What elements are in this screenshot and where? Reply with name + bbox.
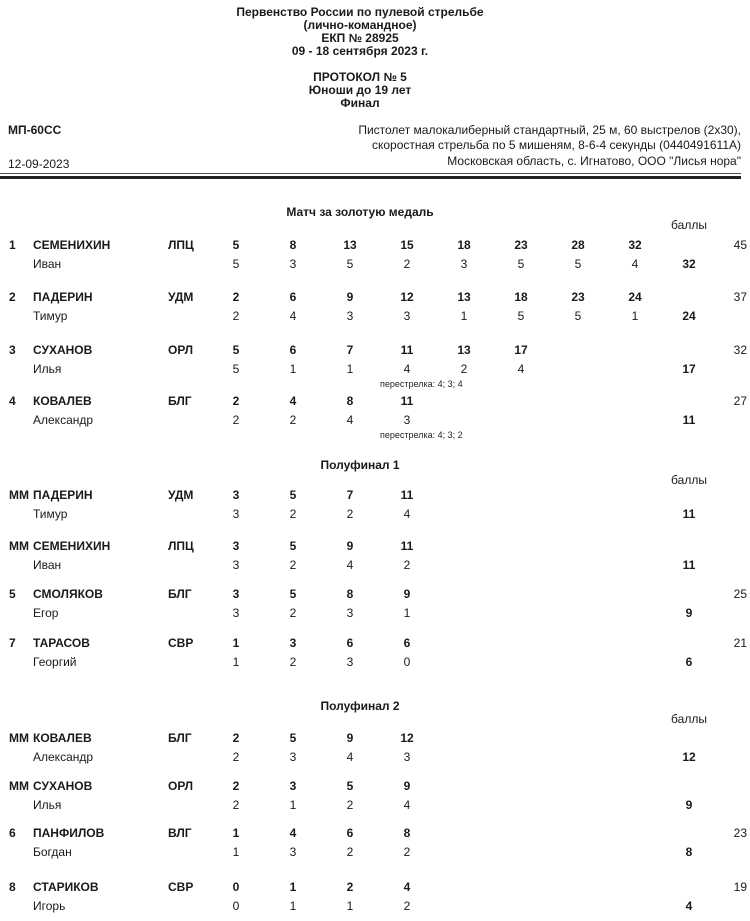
points-column-label: баллы <box>671 712 707 726</box>
cumulative-score-cell: 17 <box>514 343 528 357</box>
athlete-firstname: Илья <box>33 362 62 376</box>
athlete-surname: ТАРАСОВ <box>33 636 90 650</box>
shootoff-note: перестрелка: 4; 3; 2 <box>380 430 463 440</box>
cumulative-score-cell: 1 <box>289 880 297 894</box>
athlete-firstname: Иван <box>33 558 62 572</box>
cumulative-score-cell: 4 <box>289 394 297 408</box>
region-code: БЛГ <box>168 731 192 745</box>
cumulative-score-cell: 5 <box>289 488 297 502</box>
athlete-surname: СУХАНОВ <box>33 343 93 357</box>
qualification-score: 25 <box>733 587 747 601</box>
shot-score-cell: 5 <box>517 309 525 323</box>
shot-score-cell: 1 <box>289 798 297 812</box>
shot-score-cell: 5 <box>574 309 582 323</box>
total-points: 24 <box>682 309 696 323</box>
total-points: 11 <box>682 558 696 572</box>
shot-score-cell: 1 <box>346 362 354 376</box>
total-points: 12 <box>682 750 696 764</box>
shot-score-cell: 4 <box>346 413 354 427</box>
shot-score-cell: 4 <box>631 257 639 271</box>
cumulative-score-cell: 2 <box>232 731 240 745</box>
shot-score-cell: 2 <box>403 845 411 859</box>
cumulative-score-cell: 8 <box>346 587 354 601</box>
stage-label: Финал <box>340 96 380 110</box>
shot-score-cell: 3 <box>232 507 240 521</box>
qualification-score: 19 <box>733 880 747 894</box>
place-number: ММ <box>9 488 29 502</box>
qualification-score: 21 <box>733 636 747 650</box>
cumulative-score-cell: 13 <box>457 290 471 304</box>
athlete-surname: СУХАНОВ <box>33 779 93 793</box>
total-points: 4 <box>685 899 693 913</box>
shot-score-cell: 2 <box>346 798 354 812</box>
section-title: Полуфинал 1 <box>320 458 400 472</box>
cumulative-score-cell: 2 <box>346 880 354 894</box>
total-points: 9 <box>685 798 693 812</box>
region-code: ОРЛ <box>168 343 194 357</box>
cumulative-score-cell: 11 <box>400 539 414 553</box>
cumulative-score-cell: 32 <box>628 238 642 252</box>
cumulative-score-cell: 23 <box>571 290 585 304</box>
shot-score-cell: 3 <box>232 606 240 620</box>
cumulative-score-cell: 9 <box>403 779 411 793</box>
region-code: СВР <box>168 636 194 650</box>
region-code: СВР <box>168 880 194 894</box>
shot-score-cell: 1 <box>289 899 297 913</box>
cumulative-score-cell: 8 <box>346 394 354 408</box>
cumulative-score-cell: 9 <box>346 290 354 304</box>
event-description-line1: Пистолет малокалиберный стандартный, 25 м, 60 выстрелов (2x30), <box>358 123 741 137</box>
region-code: БЛГ <box>168 394 192 408</box>
cumulative-score-cell: 0 <box>232 880 240 894</box>
shot-score-cell: 3 <box>289 257 297 271</box>
cumulative-score-cell: 7 <box>346 488 354 502</box>
shot-score-cell: 2 <box>232 309 240 323</box>
cumulative-score-cell: 5 <box>289 587 297 601</box>
athlete-firstname: Тимур <box>33 507 68 521</box>
athlete-surname: КОВАЛЕВ <box>33 731 92 745</box>
cumulative-score-cell: 5 <box>289 539 297 553</box>
shot-score-cell: 2 <box>232 750 240 764</box>
shot-score-cell: 2 <box>232 413 240 427</box>
qualification-score: 45 <box>733 238 747 252</box>
header-rule-thick <box>0 176 741 179</box>
shot-score-cell: 4 <box>346 558 354 572</box>
shootoff-note: перестрелка: 4; 3; 4 <box>380 379 463 389</box>
cumulative-score-cell: 6 <box>346 826 354 840</box>
shot-score-cell: 2 <box>403 899 411 913</box>
total-points: 11 <box>682 413 696 427</box>
shot-score-cell: 3 <box>289 750 297 764</box>
athlete-firstname: Александр <box>33 413 94 427</box>
shot-score-cell: 2 <box>403 257 411 271</box>
cumulative-score-cell: 3 <box>232 488 240 502</box>
cumulative-score-cell: 3 <box>289 636 297 650</box>
place-number: 5 <box>9 587 16 601</box>
qualification-score: 23 <box>733 826 747 840</box>
event-location: Московская область, с. Игнатово, ООО "Лисья нора" <box>447 154 741 168</box>
section-title: Матч за золотую медаль <box>286 205 434 219</box>
cumulative-score-cell: 5 <box>232 343 240 357</box>
cumulative-score-cell: 12 <box>400 731 414 745</box>
shot-score-cell: 3 <box>460 257 468 271</box>
shot-score-cell: 1 <box>631 309 639 323</box>
cumulative-score-cell: 11 <box>400 488 414 502</box>
cumulative-score-cell: 1 <box>232 826 240 840</box>
shot-score-cell: 0 <box>232 899 240 913</box>
shot-score-cell: 2 <box>289 558 297 572</box>
shot-score-cell: 2 <box>346 507 354 521</box>
athlete-surname: СЕМЕНИХИН <box>33 539 111 553</box>
cumulative-score-cell: 2 <box>232 394 240 408</box>
section-title: Полуфинал 2 <box>320 699 400 713</box>
cumulative-score-cell: 24 <box>628 290 642 304</box>
shot-score-cell: 1 <box>232 845 240 859</box>
shot-score-cell: 3 <box>403 413 411 427</box>
shot-score-cell: 1 <box>403 606 411 620</box>
ekp-number: ЕКП № 28925 <box>321 31 399 45</box>
cumulative-score-cell: 2 <box>232 779 240 793</box>
cumulative-score-cell: 8 <box>403 826 411 840</box>
athlete-firstname: Тимур <box>33 309 68 323</box>
cumulative-score-cell: 12 <box>400 290 414 304</box>
shot-score-cell: 5 <box>232 362 240 376</box>
cumulative-score-cell: 4 <box>289 826 297 840</box>
shot-score-cell: 3 <box>232 558 240 572</box>
athlete-surname: СМОЛЯКОВ <box>33 587 103 601</box>
region-code: УДМ <box>168 488 194 502</box>
total-points: 9 <box>685 606 693 620</box>
athlete-firstname: Иван <box>33 257 62 271</box>
points-column-label: баллы <box>671 473 707 487</box>
cumulative-score-cell: 6 <box>346 636 354 650</box>
shot-score-cell: 2 <box>289 413 297 427</box>
cumulative-score-cell: 9 <box>346 539 354 553</box>
shot-score-cell: 1 <box>289 362 297 376</box>
region-code: ОРЛ <box>168 779 194 793</box>
athlete-firstname: Георгий <box>33 655 77 669</box>
athlete-surname: ПАДЕРИН <box>33 290 93 304</box>
place-number: 4 <box>9 394 16 408</box>
points-column-label: баллы <box>671 218 707 232</box>
shot-score-cell: 2 <box>289 507 297 521</box>
competition-dates: 09 - 18 сентября 2023 г. <box>291 44 429 58</box>
shot-score-cell: 3 <box>403 309 411 323</box>
age-group: Юноши до 19 лет <box>308 83 412 97</box>
total-points: 8 <box>685 845 693 859</box>
cumulative-score-cell: 6 <box>289 343 297 357</box>
place-number: 8 <box>9 880 16 894</box>
shot-score-cell: 2 <box>289 606 297 620</box>
header-rule-thin <box>0 173 741 174</box>
qualification-score: 32 <box>733 343 747 357</box>
shot-score-cell: 2 <box>289 655 297 669</box>
cumulative-score-cell: 18 <box>457 238 471 252</box>
cumulative-score-cell: 9 <box>403 587 411 601</box>
cumulative-score-cell: 3 <box>289 779 297 793</box>
shot-score-cell: 3 <box>289 845 297 859</box>
region-code: УДМ <box>168 290 194 304</box>
shot-score-cell: 4 <box>403 798 411 812</box>
shot-score-cell: 2 <box>403 558 411 572</box>
region-code: ЛПЦ <box>168 238 194 252</box>
cumulative-score-cell: 5 <box>346 779 354 793</box>
cumulative-score-cell: 18 <box>514 290 528 304</box>
cumulative-score-cell: 11 <box>400 343 414 357</box>
cumulative-score-cell: 28 <box>571 238 585 252</box>
qualification-score: 37 <box>733 290 747 304</box>
competition-subtitle: (лично-командное) <box>303 18 417 32</box>
shot-score-cell: 5 <box>232 257 240 271</box>
event-code: МП-60СС <box>8 123 62 137</box>
athlete-firstname: Александр <box>33 750 94 764</box>
cumulative-score-cell: 13 <box>343 238 357 252</box>
athlete-surname: СЕМЕНИХИН <box>33 238 111 252</box>
cumulative-score-cell: 6 <box>403 636 411 650</box>
event-date: 12-09-2023 <box>8 157 70 171</box>
cumulative-score-cell: 15 <box>400 238 414 252</box>
cumulative-score-cell: 7 <box>346 343 354 357</box>
cumulative-score-cell: 13 <box>457 343 471 357</box>
cumulative-score-cell: 6 <box>289 290 297 304</box>
region-code: ЛПЦ <box>168 539 194 553</box>
shot-score-cell: 3 <box>403 750 411 764</box>
shot-score-cell: 1 <box>346 899 354 913</box>
shot-score-cell: 2 <box>232 798 240 812</box>
region-code: БЛГ <box>168 587 192 601</box>
shot-score-cell: 2 <box>460 362 468 376</box>
cumulative-score-cell: 2 <box>232 290 240 304</box>
athlete-surname: ПАНФИЛОВ <box>33 826 105 840</box>
shot-score-cell: 3 <box>346 655 354 669</box>
protocol-number: ПРОТОКОЛ № 5 <box>313 70 407 84</box>
place-number: 3 <box>9 343 16 357</box>
place-number: ММ <box>9 731 29 745</box>
cumulative-score-cell: 4 <box>403 880 411 894</box>
place-number: 1 <box>9 238 16 252</box>
athlete-firstname: Богдан <box>33 845 72 859</box>
place-number: 6 <box>9 826 16 840</box>
shot-score-cell: 4 <box>403 362 411 376</box>
shot-score-cell: 3 <box>346 606 354 620</box>
cumulative-score-cell: 3 <box>232 539 240 553</box>
cumulative-score-cell: 3 <box>232 587 240 601</box>
shot-score-cell: 4 <box>346 750 354 764</box>
event-description-line2: скоростная стрельба по 5 мишеням, 8-6-4 секунды (0440491611А) <box>372 138 741 152</box>
shot-score-cell: 5 <box>574 257 582 271</box>
shot-score-cell: 1 <box>460 309 468 323</box>
athlete-firstname: Игорь <box>33 899 66 913</box>
athlete-surname: КОВАЛЕВ <box>33 394 92 408</box>
cumulative-score-cell: 5 <box>232 238 240 252</box>
total-points: 17 <box>682 362 696 376</box>
cumulative-score-cell: 9 <box>346 731 354 745</box>
total-points: 32 <box>682 257 696 271</box>
shot-score-cell: 4 <box>517 362 525 376</box>
total-points: 11 <box>682 507 696 521</box>
cumulative-score-cell: 8 <box>289 238 297 252</box>
athlete-surname: ПАДЕРИН <box>33 488 93 502</box>
place-number: ММ <box>9 539 29 553</box>
shot-score-cell: 1 <box>232 655 240 669</box>
total-points: 6 <box>685 655 693 669</box>
athlete-firstname: Егор <box>33 606 59 620</box>
athlete-surname: СТАРИКОВ <box>33 880 99 894</box>
cumulative-score-cell: 5 <box>289 731 297 745</box>
shot-score-cell: 5 <box>517 257 525 271</box>
shot-score-cell: 4 <box>403 507 411 521</box>
shot-score-cell: 5 <box>346 257 354 271</box>
shot-score-cell: 4 <box>289 309 297 323</box>
place-number: 2 <box>9 290 16 304</box>
cumulative-score-cell: 1 <box>232 636 240 650</box>
cumulative-score-cell: 23 <box>514 238 528 252</box>
shot-score-cell: 0 <box>403 655 411 669</box>
shot-score-cell: 3 <box>346 309 354 323</box>
region-code: ВЛГ <box>168 826 192 840</box>
place-number: 7 <box>9 636 16 650</box>
shot-score-cell: 2 <box>346 845 354 859</box>
competition-title: Первенство России по пулевой стрельбе <box>236 5 484 19</box>
athlete-firstname: Илья <box>33 798 62 812</box>
qualification-score: 27 <box>733 394 747 408</box>
cumulative-score-cell: 11 <box>400 394 414 408</box>
place-number: ММ <box>9 779 29 793</box>
